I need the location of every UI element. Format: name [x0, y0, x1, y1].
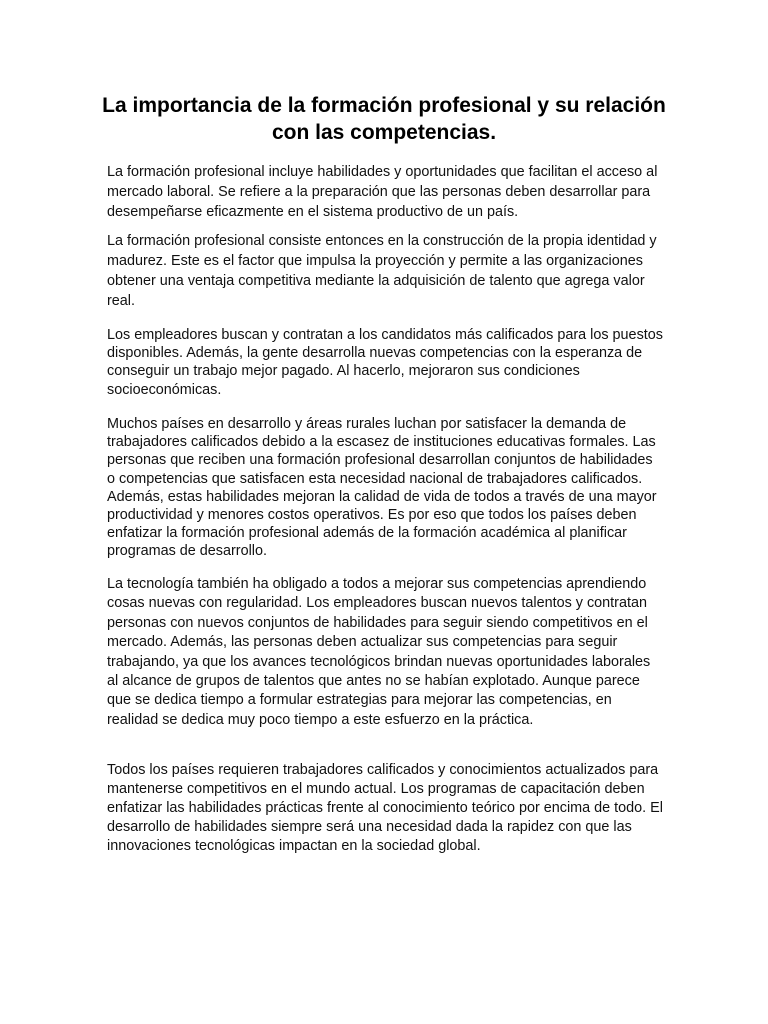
paragraph-1: La formación profesional incluye habilidades y oportunidades que facilitan el acceso al mercado laboral. Se refiere a la preparación que las personas deben desarrollar para desempeñarse eficazmente en el sistema productivo de un país. — [107, 164, 658, 220]
paragraph-4: Muchos países en desarrollo y áreas rurales luchan por satisfacer la demanda de trabajadores calificados debido a la escasez de instituciones educativas formales. Las personas que reciben una formación profesional desarrollan conjuntos de habilidades o competencias que satisfacen esta necesidad nacional de trabajadores calificados. Además, estas habilidades mejoran la calidad de vida de todos a través de una mayor productividad y menores costos operativos. Es por eso que todos los países deben enfatizar la formación profesional además de la formación académica al planificar programas de desarrollo. — [107, 416, 657, 560]
paragraph-2: La formación profesional consiste entonces en la construcción de la propia identidad y madurez. Este es el factor que impulsa la proyección y permite a las organizaciones obtener una ventaja competitiva mediante la adquisición de talento que agrega valor real. — [107, 233, 657, 309]
paragraph-5: La tecnología también ha obligado a todos a mejorar sus competencias aprendiendo cosas nuevas con regularidad. Los empleadores buscan nuevos talentos y contratan personas con nuevos conjuntos de habilidades para seguir siendo competitivos en el mercado. Además, las personas deben actualizar sus competencias para seguir trabajando, ya que los avances tecnológicos brindan nuevas oportunidades laborales al alcance de grupos de talentos que antes no se habían explotado. Aunque parece que se dedica tiempo a formular estrategias para mejorar las competencias, en realidad se dedica muy poco tiempo a este esfuerzo en la práctica. — [107, 576, 651, 728]
document-title: La importancia de la formación profesional y su relación con las competencias. — [102, 94, 666, 144]
paragraph-3: Los empleadores buscan y contratan a los candidatos más calificados para los puestos disponibles. Además, la gente desarrolla nuevas competencias con la esperanza de conseguir un trabajo mejor pagado. Al hacerlo, mejoraron sus condiciones socioeconómicas. — [107, 327, 663, 398]
paragraph-6: Todos los países requieren trabajadores calificados y conocimientos actualizados para mantenerse competitivos en el mundo actual. Los programas de capacitación deben enfatizar las habilidades prácticas frente al conocimiento teórico por encima de todo. El desarrollo de habilidades siempre será una necesidad dada la rapidez con que las innovaciones tecnológicas impactan en la sociedad global. — [107, 762, 663, 854]
